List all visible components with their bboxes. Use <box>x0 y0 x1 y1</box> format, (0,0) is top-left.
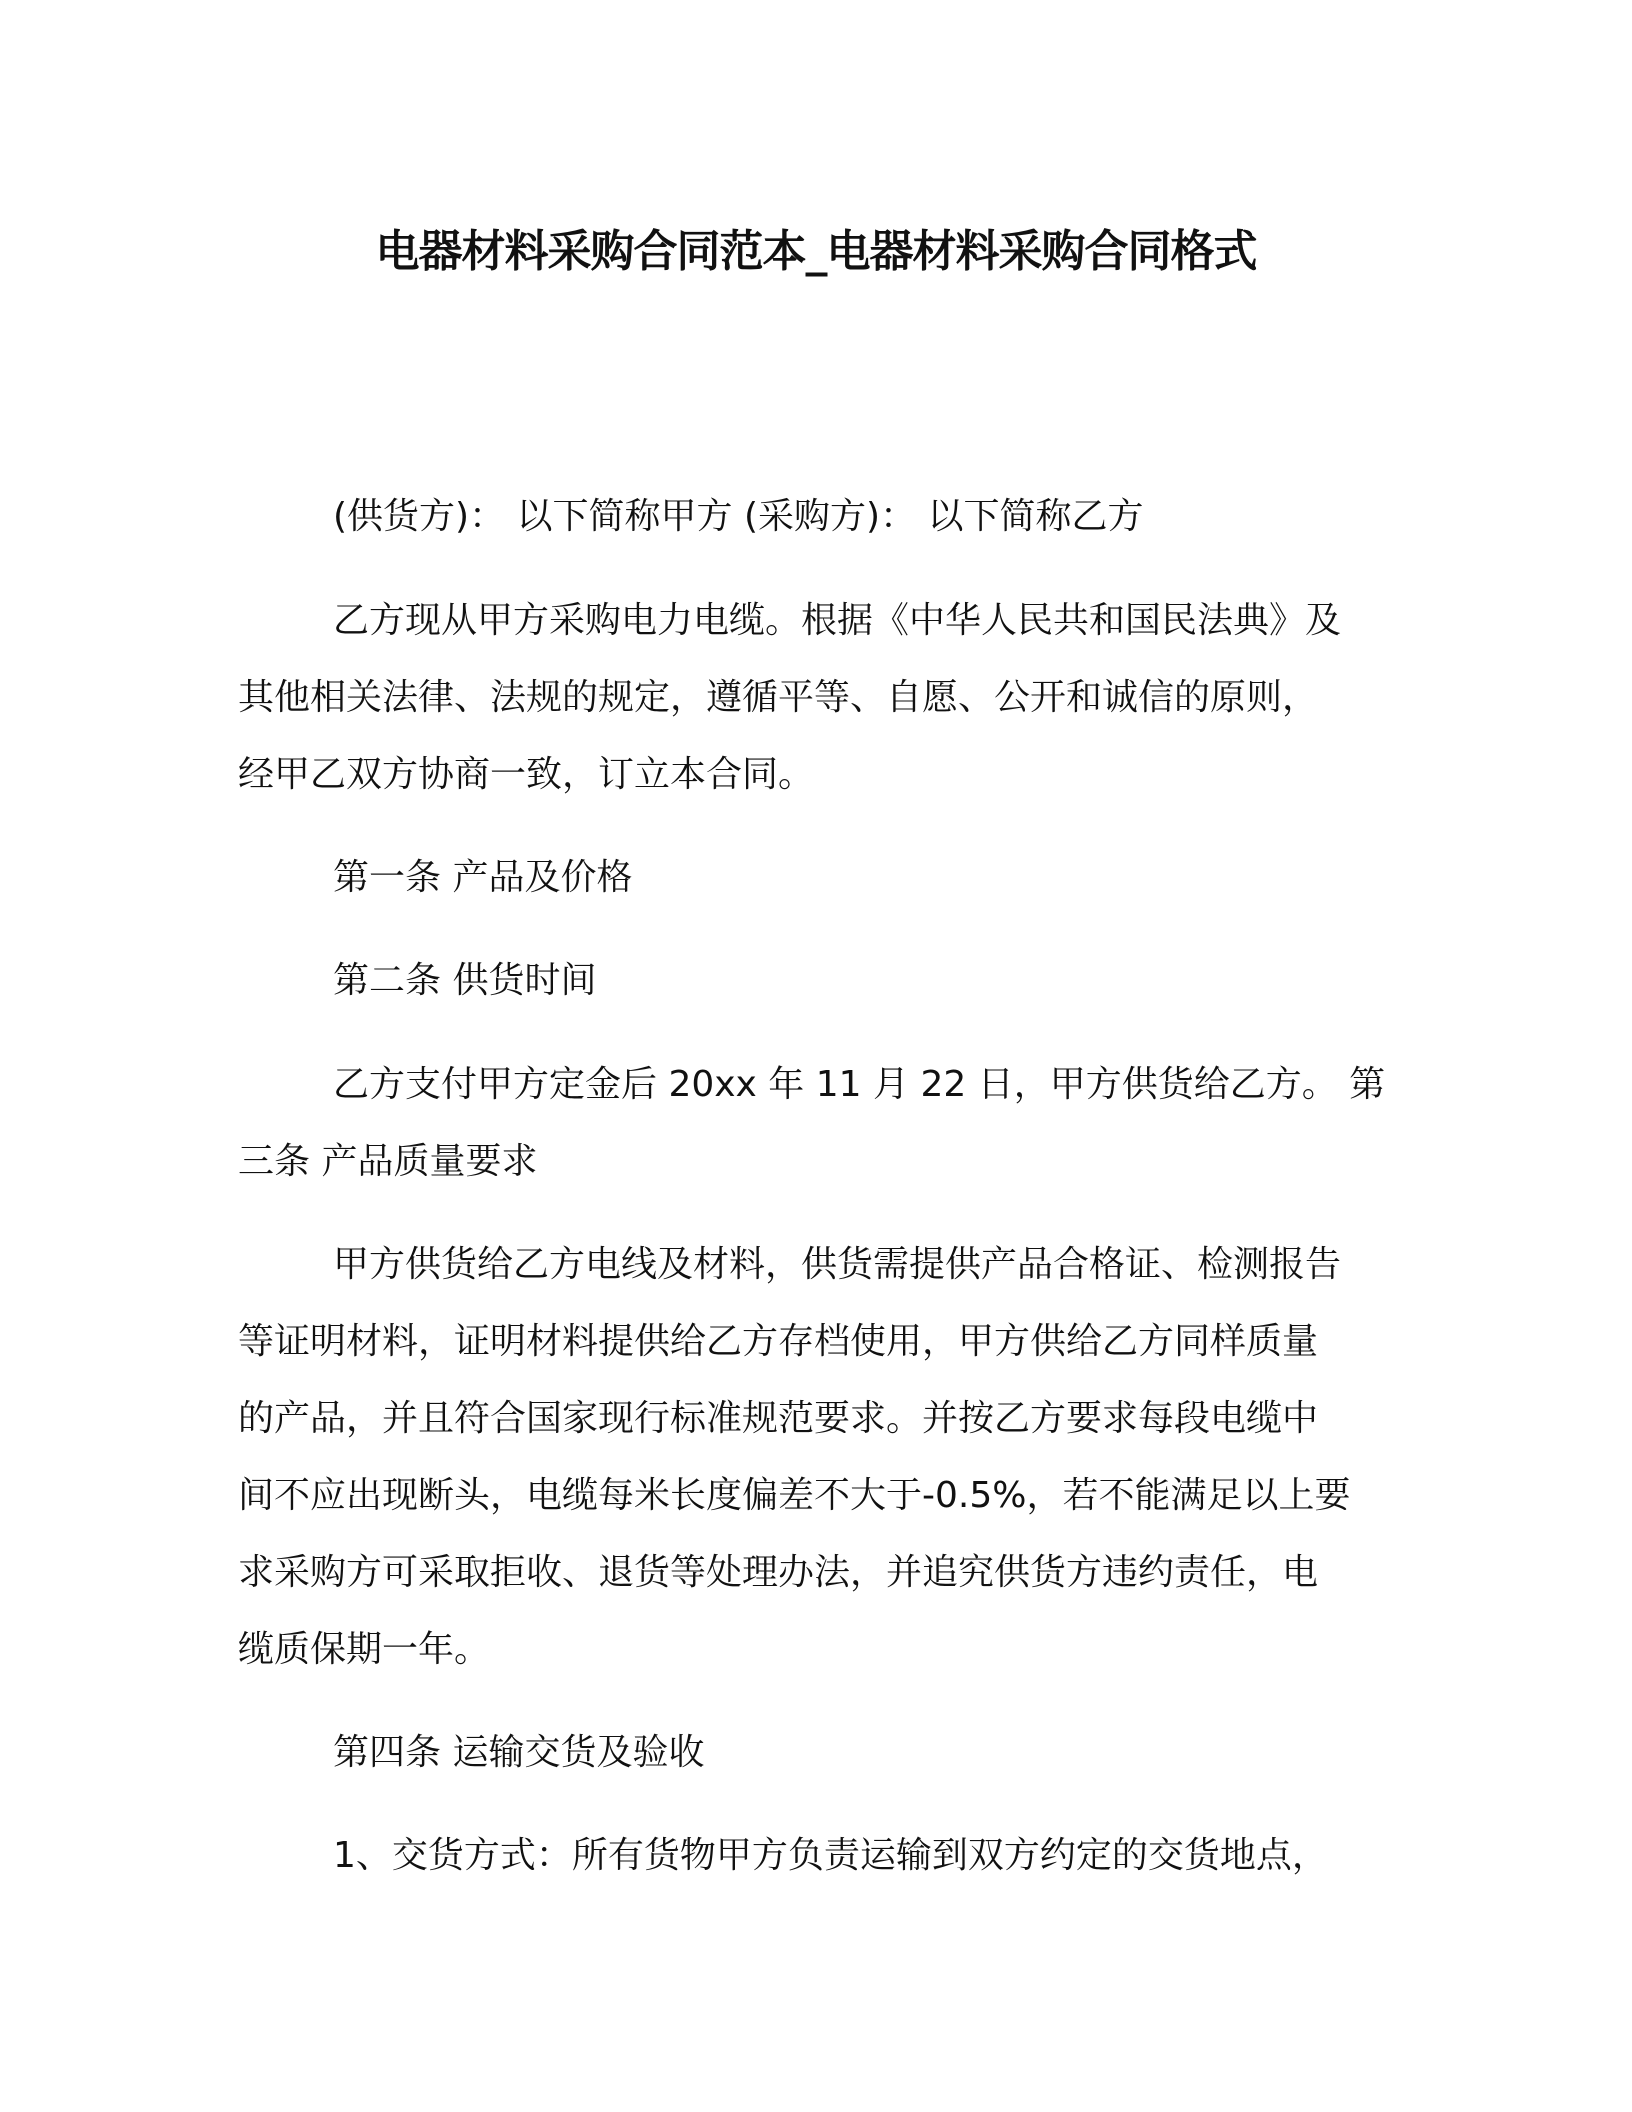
article-3-line-1: 甲方供货给乙方电线及材料，供货需提供产品合格证、检测报告 <box>333 1244 1342 1285</box>
article-3-line-4: 间不应出现断头，电缆每米长度偏差不大于-0.5%，若不能满足以上要 <box>238 1475 1351 1516</box>
article-2-line-1: 乙方支付甲方定金后 20xx 年 11 月 22 日，甲方供货给乙方。 第 <box>333 1064 1386 1105</box>
article-1-heading: 第一条 产品及价格 <box>333 857 633 898</box>
article-2-heading: 第二条 供货时间 <box>333 960 597 1001</box>
article-3-line-5: 求采购方可采取拒收、退货等处理办法，并追究供货方违约责任，电 <box>238 1552 1319 1593</box>
article-3-heading: 三条 产品质量要求 <box>238 1141 538 1182</box>
article-4-item-1: 1、交货方式：所有货物甲方负责运输到双方约定的交货地点， <box>333 1835 1328 1876</box>
article-4-heading: 第四条 运输交货及验收 <box>333 1732 705 1773</box>
article-3-line-3: 的产品，并且符合国家现行标准规范要求。并按乙方要求每段电缆中 <box>238 1398 1319 1439</box>
preamble-line-1: 乙方现从甲方采购电力电缆。根据《中华人民共和国民法典》及 <box>333 600 1342 641</box>
preamble-line-3: 经甲乙双方协商一致，订立本合同。 <box>238 754 815 795</box>
preamble-line-2: 其他相关法律、法规的规定，遵循平等、自愿、公开和诚信的原则， <box>238 677 1319 718</box>
article-3-line-2: 等证明材料，证明材料提供给乙方存档使用，甲方供给乙方同样质量 <box>238 1321 1319 1362</box>
article-3-line-6: 缆质保期一年。 <box>238 1629 491 1670</box>
document-title: 电器材料采购合同范本_电器材料采购合同格式 <box>375 226 1257 277</box>
parties-line: (供货方)： 以下简称甲方 (采购方)： 以下简称乙方 <box>333 496 1144 537</box>
